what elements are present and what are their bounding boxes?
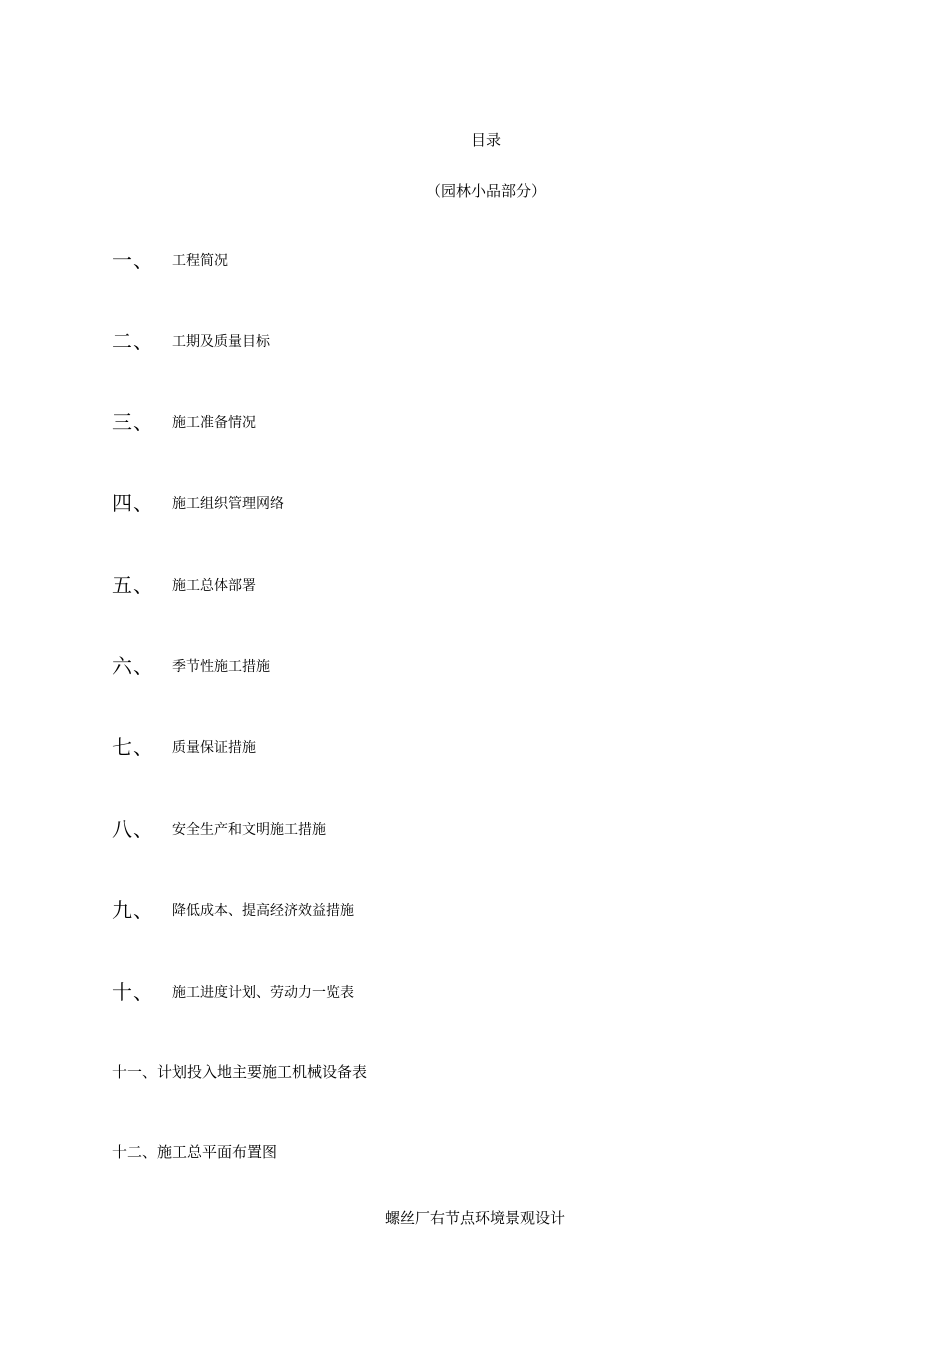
document-title: 目录 xyxy=(470,131,501,149)
toc-entry xyxy=(112,899,612,923)
toc-number: 十二、 xyxy=(112,1143,158,1161)
toc-number: 三、 xyxy=(112,410,154,434)
toc-entry xyxy=(112,249,612,273)
toc-entry xyxy=(112,655,612,679)
toc-text: 施工组织管理网络 xyxy=(172,496,284,512)
toc-text: 工程简况 xyxy=(172,253,228,269)
toc-number: 十一、 xyxy=(112,1063,158,1081)
toc-text: 工期及质量目标 xyxy=(172,334,270,350)
toc-number: 五、 xyxy=(112,573,154,597)
document-subtitle: （园林小品部分） xyxy=(425,182,546,200)
toc-text: 施工进度计划、劳动力一览表 xyxy=(172,985,354,1001)
toc-text: 施工总平面布置图 xyxy=(157,1143,278,1161)
toc-number: 二、 xyxy=(112,329,154,353)
toc-text: 计划投入地主要施工机械设备表 xyxy=(157,1063,368,1081)
toc-entry xyxy=(112,736,612,760)
toc-entry xyxy=(112,981,612,1005)
toc-text: 施工总体部署 xyxy=(172,578,256,594)
toc-text: 施工准备情况 xyxy=(172,415,256,431)
toc-number: 十、 xyxy=(112,980,154,1004)
toc-entry xyxy=(112,818,612,842)
toc-entry xyxy=(112,411,612,435)
toc-entry xyxy=(112,574,612,598)
toc-entry xyxy=(112,1142,612,1166)
toc-number: 一、 xyxy=(112,248,154,272)
toc-text: 质量保证措施 xyxy=(172,740,256,756)
toc-text: 降低成本、提高经济效益措施 xyxy=(172,903,354,919)
toc-entry xyxy=(112,330,612,354)
toc-number: 四、 xyxy=(112,491,154,515)
toc-number: 七、 xyxy=(112,735,154,759)
toc-text: 安全生产和文明施工措施 xyxy=(172,822,326,838)
document-footer: 螺丝厂右节点环境景观设计 xyxy=(384,1209,565,1227)
toc-entry xyxy=(112,492,612,516)
toc-number: 九、 xyxy=(112,898,154,922)
toc-number: 八、 xyxy=(112,817,154,841)
toc-entry xyxy=(112,1062,612,1086)
toc-text: 季节性施工措施 xyxy=(172,659,270,675)
toc-number: 六、 xyxy=(112,654,154,678)
